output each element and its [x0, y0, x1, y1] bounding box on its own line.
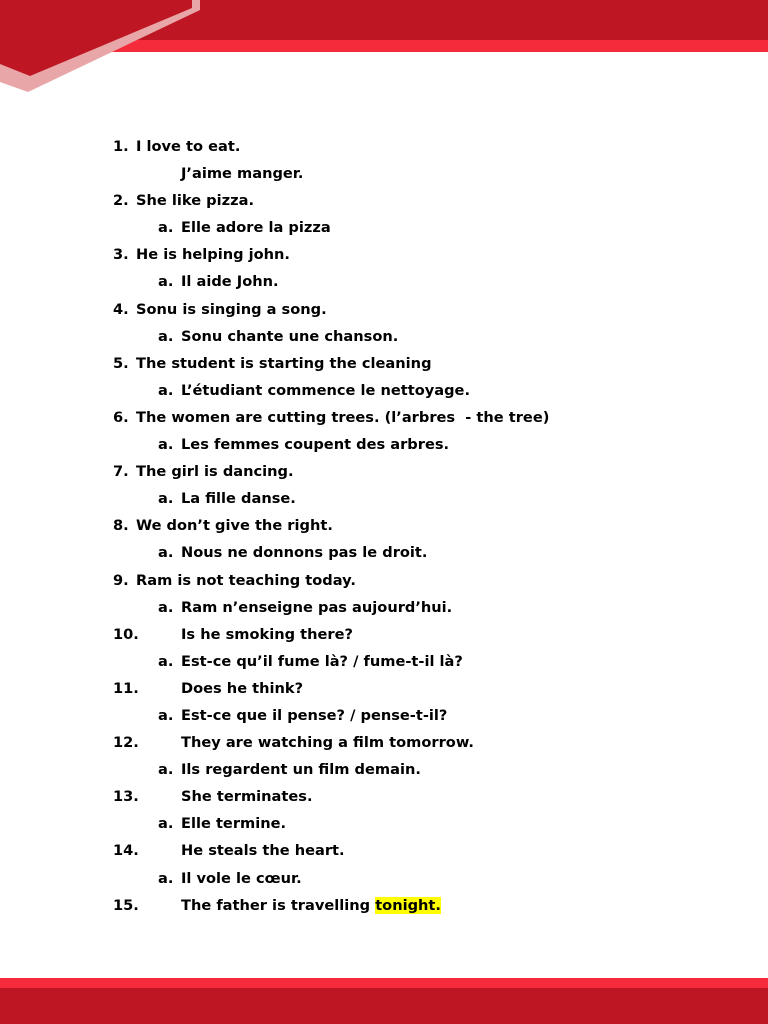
translation-line [113, 434, 733, 461]
english-sentence: She terminates. [181, 788, 313, 806]
translation-marker: a. [158, 381, 174, 399]
translation-line [113, 217, 733, 244]
english-sentence: They are watching a film tomorrow. [181, 734, 474, 752]
english-sentence: I love to eat. [136, 138, 241, 155]
french-translation: Est-ce qu’il fume là? / fume-t-il là? [181, 652, 463, 670]
french-translation: Sonu chante une chanson. [181, 327, 399, 345]
item-number: 14. [113, 842, 139, 860]
list-item [113, 244, 733, 271]
item-number: 12. [113, 734, 139, 752]
english-sentence: He is helping john. [136, 246, 290, 264]
translation-marker: a. [158, 706, 174, 724]
translation-marker: a. [158, 490, 174, 508]
french-translation: Les femmes coupent des arbres. [181, 436, 450, 454]
item-number: 5. [113, 354, 129, 372]
french-translation: J’aime manger. [181, 165, 304, 183]
english-sentence: The girl is dancing. [136, 463, 294, 481]
french-translation: Ram n’enseigne pas aujourd’hui. [181, 598, 453, 616]
translation-line [113, 488, 733, 515]
french-translation: Nous ne donnons pas le droit. [181, 544, 428, 562]
translation-line [113, 813, 733, 840]
english-sentence: He steals the heart. [181, 842, 345, 860]
item-number: 9. [113, 571, 129, 589]
translation-line [113, 597, 733, 624]
list-item [113, 786, 733, 813]
french-translation: La fille danse. [181, 490, 296, 508]
footer-stripe [0, 978, 768, 988]
item-number: 4. [113, 300, 129, 318]
english-sentence [181, 895, 441, 916]
english-sentence: She like pizza. [136, 192, 255, 210]
exercise-list [113, 136, 733, 922]
translation-line [113, 868, 733, 895]
list-item [113, 732, 733, 759]
translation-marker: a. [158, 652, 174, 670]
translation-marker: a. [158, 815, 174, 833]
list-item [113, 136, 733, 163]
english-sentence: Is he smoking there? [181, 625, 353, 643]
list-item [113, 407, 733, 434]
french-translation: Est-ce que il pense? / pense-t-il? [181, 706, 448, 724]
list-item [113, 461, 733, 488]
translation-line [113, 759, 733, 786]
item-number: 13. [113, 788, 139, 806]
french-translation: Il aide John. [181, 273, 279, 291]
item-number: 6. [113, 408, 129, 426]
list-item [113, 515, 733, 542]
translation-line [113, 542, 733, 569]
english-sentence: Sonu is singing a song. [136, 300, 327, 318]
list-item [113, 353, 733, 380]
translation-line [113, 380, 733, 407]
item-number: 8. [113, 517, 129, 535]
item-number: 2. [113, 192, 129, 210]
english-sentence: We don’t give the right. [136, 517, 333, 535]
translation-line [113, 651, 733, 678]
translation-marker: a. [158, 219, 174, 237]
english-sentence: Ram is not teaching today. [136, 571, 356, 589]
french-translation: Ils regardent un film demain. [181, 761, 421, 779]
french-translation: Elle adore la pizza [181, 219, 331, 237]
english-sentence: The women are cutting trees. (l’arbres - the tree) [136, 408, 550, 426]
translation-marker: a. [158, 273, 174, 291]
sentence-text: The father is travelling [181, 896, 376, 914]
footer-band [0, 988, 768, 1024]
translation-marker: a. [158, 327, 174, 345]
list-item [113, 624, 733, 651]
item-number: 15. [113, 896, 139, 914]
corner-decoration [0, 0, 200, 95]
list-item [113, 840, 733, 867]
translation-line [113, 163, 733, 190]
highlighted-word: tonight. [375, 896, 441, 914]
list-item [113, 570, 733, 597]
translation-marker: a. [158, 436, 174, 454]
translation-line [113, 271, 733, 298]
translation-marker: a. [158, 544, 174, 562]
list-item [113, 895, 733, 922]
french-translation: Il vole le cœur. [181, 869, 302, 887]
english-sentence: Does he think? [181, 679, 304, 697]
french-translation: Elle termine. [181, 815, 287, 833]
list-item [113, 678, 733, 705]
translation-marker: a. [158, 761, 174, 779]
item-number: 7. [113, 463, 129, 481]
list-item [113, 190, 733, 217]
translation-marker: a. [158, 869, 174, 887]
translation-line [113, 705, 733, 732]
item-number: 10. [113, 625, 139, 643]
list-item [113, 299, 733, 326]
french-translation: L’étudiant commence le nettoyage. [181, 381, 470, 399]
english-sentence: The student is starting the cleaning [136, 354, 432, 372]
translation-marker: a. [158, 598, 174, 616]
item-number: 11. [113, 679, 139, 697]
item-number: 1. [113, 138, 129, 155]
item-number: 3. [113, 246, 129, 264]
translation-line [113, 326, 733, 353]
